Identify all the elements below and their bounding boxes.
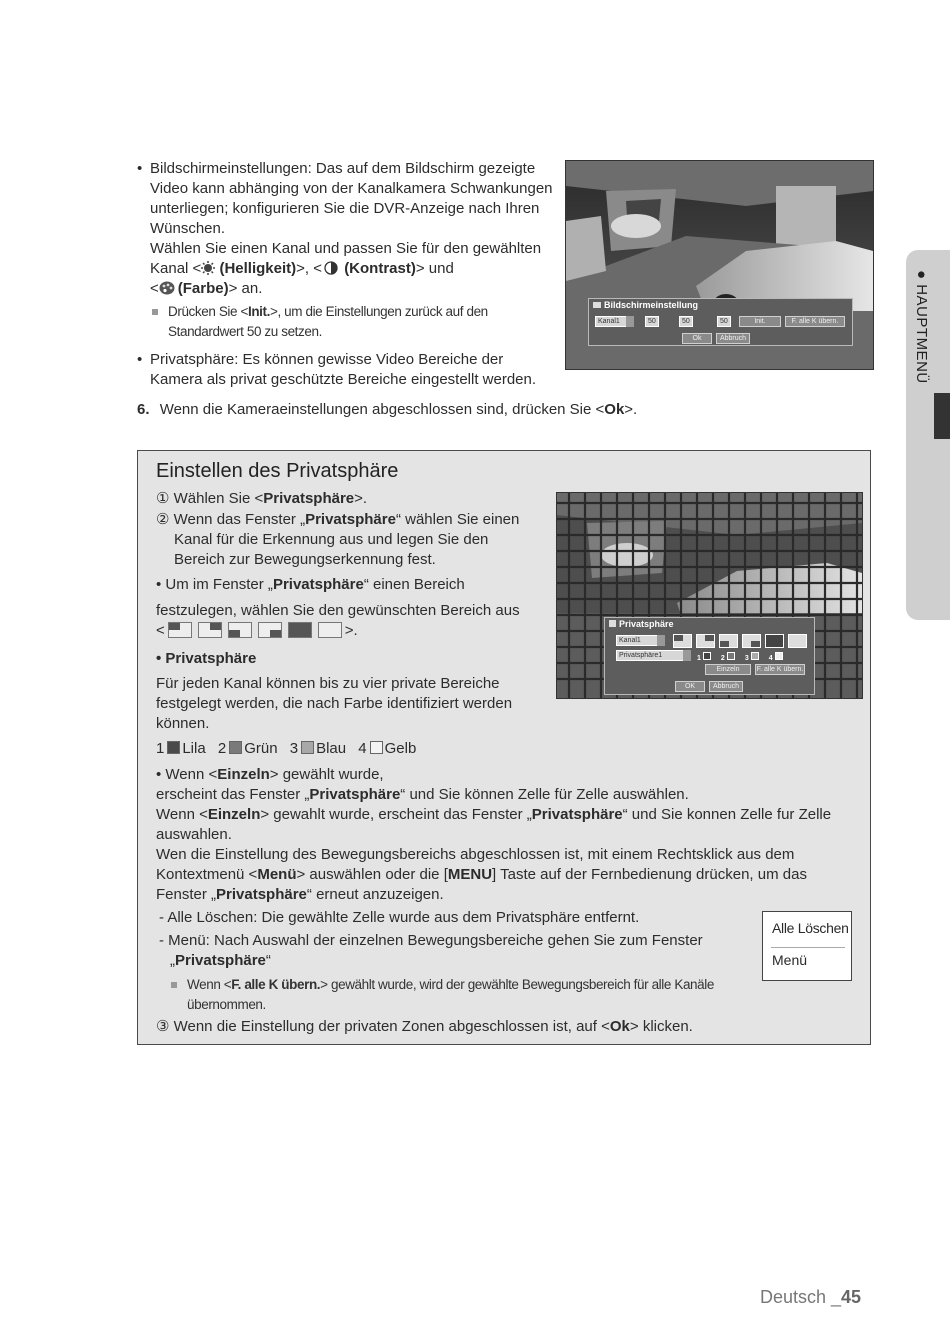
dialog-title-row	[605, 618, 814, 630]
num: 3	[744, 655, 749, 662]
box-title: Einstellen des Privatsphäre	[156, 460, 399, 482]
area-bottomleft-icon[interactable]	[719, 634, 738, 648]
intro-bullet-1	[137, 159, 560, 299]
footer-lang: Deutsch _	[760, 1287, 842, 1307]
note-bold: Init.	[247, 304, 270, 319]
step-6	[137, 400, 697, 420]
box-left-column	[156, 489, 556, 759]
num: 2	[720, 655, 725, 662]
lbl: Einzeln	[716, 666, 740, 673]
area-topleft-icon	[168, 622, 192, 638]
val: 50	[682, 318, 690, 325]
color-legend	[156, 739, 556, 759]
note-post: >, um die Einstellungen zurück auf den	[269, 304, 488, 319]
channel-select[interactable]	[616, 635, 660, 646]
und: > und	[415, 260, 454, 277]
e3-mid: > gewahlt wurde, erscheint das Fenster „	[260, 806, 532, 823]
side-tab-marker	[934, 393, 950, 439]
gruen-swatch	[229, 741, 242, 754]
bullet1-line: Bildschirmeinstellungen: Das auf dem Bildschirm gezeigte	[150, 160, 536, 177]
area-bottomright-icon	[258, 622, 282, 638]
init-button[interactable]	[739, 316, 781, 327]
bullet2-line: Privatsphäre: Es können gewisse Video Bereiche der	[150, 351, 504, 368]
desc-line: festgelegt werden, die nach Farbe identifiziert werden	[156, 695, 513, 712]
zone-color-legend	[697, 652, 783, 662]
brightness-field[interactable]	[645, 316, 659, 327]
e-post: > gewählt wurde,	[269, 766, 384, 783]
einzeln-line2	[156, 785, 856, 805]
context-menu-popup	[762, 911, 852, 981]
d2b-bold: Privatsphäre	[175, 952, 266, 969]
e4-mid: > auswählen oder die [	[296, 866, 448, 883]
step-3	[156, 1017, 796, 1037]
color-name: Lila	[182, 740, 206, 757]
gelb-swatch	[370, 741, 383, 754]
n-bold: F. alle K übern.	[231, 977, 321, 992]
color-num: 1	[156, 740, 165, 757]
n-pre: Wenn <	[187, 977, 232, 992]
init-note	[168, 302, 568, 342]
swatch	[751, 652, 759, 660]
e2-post: “ und Sie können Zelle für Zelle auswählen.	[400, 786, 689, 803]
copy-note	[187, 975, 747, 1015]
d2b-pre: „	[170, 952, 175, 969]
bullet1-line: Video kann abhänging von der Kanalkamera Schwankungen	[150, 180, 553, 197]
screenshot-bildschirmeinstellung	[565, 160, 874, 370]
bullet-area	[156, 575, 556, 595]
area-bottomright-icon[interactable]	[742, 634, 761, 648]
menu-divider	[771, 947, 845, 948]
lila-swatch	[167, 741, 180, 754]
bullet1-line: Wählen Sie einen Kanal und passen Sie für den gewählten	[150, 240, 542, 257]
channel-value: Kanal1	[619, 637, 641, 644]
fenster-line	[156, 885, 856, 905]
step-2-line: Bereich zur Bewegungserkennung fest.	[174, 551, 436, 568]
s2-pre: ② Wenn das Fenster „	[156, 511, 306, 528]
step-post: >.	[624, 401, 638, 418]
channel-value: Kanal1	[598, 318, 620, 325]
box-full-text	[156, 765, 856, 971]
area-bottomleft-icon	[228, 622, 252, 638]
area-topleft-icon[interactable]	[673, 634, 692, 648]
swatch	[775, 652, 783, 660]
blau-swatch	[301, 741, 314, 754]
chevron-down-icon[interactable]	[683, 650, 691, 661]
privatsphaere-heading	[156, 649, 556, 669]
s2-post: “ wählen Sie einen	[395, 511, 520, 528]
bildschirm-dialog	[588, 298, 853, 346]
bullet1-line: Wünschen.	[150, 220, 226, 237]
gt: >.	[344, 622, 358, 639]
dialog-title: Bildschirmeinstellung	[604, 300, 699, 310]
init-note-line	[168, 302, 568, 322]
area-icons-line	[156, 621, 556, 641]
s2-bold: Privatsphäre	[305, 511, 396, 528]
channel-select[interactable]	[595, 316, 629, 327]
step-pre: Wenn die Kameraeinstellungen abgeschlossen sind, drücken Sie <	[159, 401, 605, 418]
step-ok: Ok	[604, 401, 625, 418]
note-square-icon	[152, 309, 158, 315]
einzeln-line3	[156, 805, 856, 825]
area-icons-row	[673, 634, 808, 648]
note-pre: Drücken Sie <	[168, 304, 248, 319]
lbl: Abbruch	[712, 683, 740, 690]
swatch	[727, 652, 735, 660]
color-name: Grün	[244, 740, 278, 757]
page-number: 45	[841, 1287, 862, 1307]
einzeln-line4: auswahlen.	[156, 826, 232, 843]
menu-item-menue[interactable]: Menü	[772, 952, 808, 968]
color-field[interactable]	[717, 316, 731, 327]
contrast-field[interactable]	[679, 316, 693, 327]
einstellung-line: Wen die Einstellung des Bewegungsbereichs abgeschlossen ist, mit einem Rechtsklick aus dem	[156, 846, 795, 863]
val: 50	[648, 318, 656, 325]
contrast-icon	[324, 261, 338, 275]
area-topright-icon	[198, 622, 222, 638]
color-palette-icon	[159, 281, 175, 295]
copy-all-button[interactable]	[755, 664, 805, 675]
e4-pre: Kontextmenü <	[156, 866, 258, 883]
e4-bold2: MENU	[447, 866, 493, 883]
lt: <	[150, 280, 159, 297]
lbl: Ok	[692, 335, 702, 342]
init-note-line2: Standardwert 50 zu setzen.	[168, 324, 322, 339]
side-tab-label: ● HAUPTMENÜ	[913, 270, 930, 384]
kontrast-label: (Kontrast)	[344, 260, 416, 277]
s1-pre: ① Wählen Sie <	[156, 490, 264, 507]
color-num: 3	[289, 740, 299, 757]
area-none-icon[interactable]	[788, 634, 807, 648]
menue-desc-line2	[156, 951, 856, 971]
copy-note-line	[187, 975, 747, 995]
d2b-post: “	[265, 952, 271, 969]
e2-bold: Privatsphäre	[309, 786, 401, 803]
zone-value: Privatsphäre1	[619, 652, 663, 659]
cancel-button[interactable]	[709, 681, 743, 692]
area-topright-icon[interactable]	[696, 634, 715, 648]
color-name: Blau	[316, 740, 347, 757]
s3-post: > klicken.	[629, 1018, 693, 1035]
step-2-line: Kanal für die Erkennung aus und legen Sie den	[174, 531, 489, 548]
lbl: OK	[684, 683, 696, 690]
desc-line: Für jeden Kanal können bis zu vier private Bereiche	[156, 675, 500, 692]
menu-item-alle-loeschen[interactable]: Alle Löschen	[772, 920, 849, 936]
bullet2-line: Kamera als privat geschützte Bereiche eingestellt werden.	[150, 371, 537, 388]
area-none-icon	[318, 622, 342, 638]
lbl: F. alle K übern.	[756, 666, 804, 673]
color-num: 4	[358, 740, 367, 757]
farbe-line	[150, 279, 560, 299]
alle-loeschen-desc: - Alle Löschen: Die gewählte Zelle wurde aus dem Privatsphäre entfernt.	[159, 909, 640, 926]
swatch	[703, 652, 711, 660]
einzeln-line	[156, 765, 856, 785]
ok-button[interactable]	[682, 333, 712, 344]
bullet-area-line: festzulegen, wählen Sie den gewünschten Bereich aus	[156, 602, 520, 619]
s1-post: >.	[354, 490, 368, 507]
color-num: 2	[217, 740, 227, 757]
s3-pre: ③ Wenn die Einstellung der privaten Zonen abgeschlossen ist, auf <	[156, 1018, 610, 1035]
lbl: F. alle K übern.	[791, 318, 839, 325]
monitor-icon	[593, 302, 601, 308]
b2-title: • Privatsphäre	[156, 650, 257, 667]
e2-pre: erscheint das Fenster „	[156, 786, 310, 803]
kanal-line	[150, 259, 560, 279]
ok-button[interactable]	[675, 681, 705, 692]
privatsphaere-dialog	[604, 617, 815, 695]
farbe-label: (Farbe)	[177, 280, 229, 297]
color-name: Gelb	[384, 740, 417, 757]
step-1	[156, 489, 556, 509]
e5-post: “ erneut anzuzeigen.	[306, 886, 444, 903]
page-footer	[760, 1287, 861, 1308]
val: 50	[720, 318, 728, 325]
b1-post: “ einen Bereich	[363, 576, 465, 593]
zone-select[interactable]	[616, 650, 686, 661]
lbl: Init.	[754, 318, 766, 325]
step-number: 6.	[137, 401, 150, 418]
e5-bold: Privatsphäre	[216, 886, 307, 903]
e4-bold: Menü	[257, 866, 297, 883]
n-post: > gewählt wurde, wird der gewählte Bewegungsbereich für alle Kanäle	[320, 977, 714, 992]
num: 4	[768, 655, 773, 662]
dialog-title-row	[589, 299, 852, 311]
e3-bold: Einzeln	[207, 806, 261, 823]
dialog-title: Privatsphäre	[619, 619, 674, 629]
lt: <	[156, 622, 165, 639]
menue-desc: - Menü: Nach Auswahl der einzelnen Bewegungsbereiche gehen Sie zum Fenster	[159, 932, 703, 949]
tool-icon	[609, 620, 616, 627]
kontextmenue-line	[156, 865, 856, 885]
area-full-icon[interactable]	[765, 634, 784, 648]
e-bold: Einzeln	[217, 766, 270, 783]
kanal-prefix: Kanal <	[150, 260, 202, 277]
s3-bold: Ok	[609, 1018, 630, 1035]
intro-bullet-2	[137, 350, 570, 390]
num: 1	[697, 655, 701, 662]
e3-bold2: Privatsphäre	[531, 806, 623, 823]
copy-all-button[interactable]	[785, 316, 845, 327]
e4-post: ] Taste auf der Fernbedienung drücken, um das	[492, 866, 807, 883]
e3-pre: Wenn <	[156, 806, 208, 823]
b1-bold: Privatsphäre	[272, 576, 364, 593]
bullet1-line: unterliegen; konfigurieren Sie die DVR-Anzeige nach Ihren	[150, 200, 540, 217]
chevron-down-icon[interactable]	[657, 635, 665, 646]
bullet-dot: •	[137, 160, 143, 177]
s1-bold: Privatsphäre	[263, 490, 355, 507]
an: > an.	[228, 280, 263, 297]
e-pre: • Wenn <	[156, 766, 218, 783]
note-square-icon	[171, 982, 177, 988]
helligkeit-label: (Helligkeit)	[219, 260, 297, 277]
chevron-down-icon[interactable]	[626, 316, 634, 327]
bullet-dot: •	[137, 351, 143, 368]
e3-post: “ und Sie konnen Zelle fur Zelle	[622, 806, 832, 823]
cancel-button[interactable]	[716, 333, 750, 344]
e5-pre: Fenster „	[156, 886, 217, 903]
brightness-icon	[201, 261, 215, 275]
einzeln-button[interactable]	[705, 664, 751, 675]
b1-pre: • Um im Fenster „	[156, 576, 273, 593]
copy-note-line2: übernommen.	[187, 997, 266, 1012]
desc-line: können.	[156, 715, 210, 732]
lbl: Abbruch	[719, 335, 747, 342]
screenshot-privatsphaere	[556, 492, 863, 699]
area-full-icon	[288, 622, 312, 638]
step-2	[156, 510, 556, 530]
sep: >, <	[296, 260, 323, 277]
